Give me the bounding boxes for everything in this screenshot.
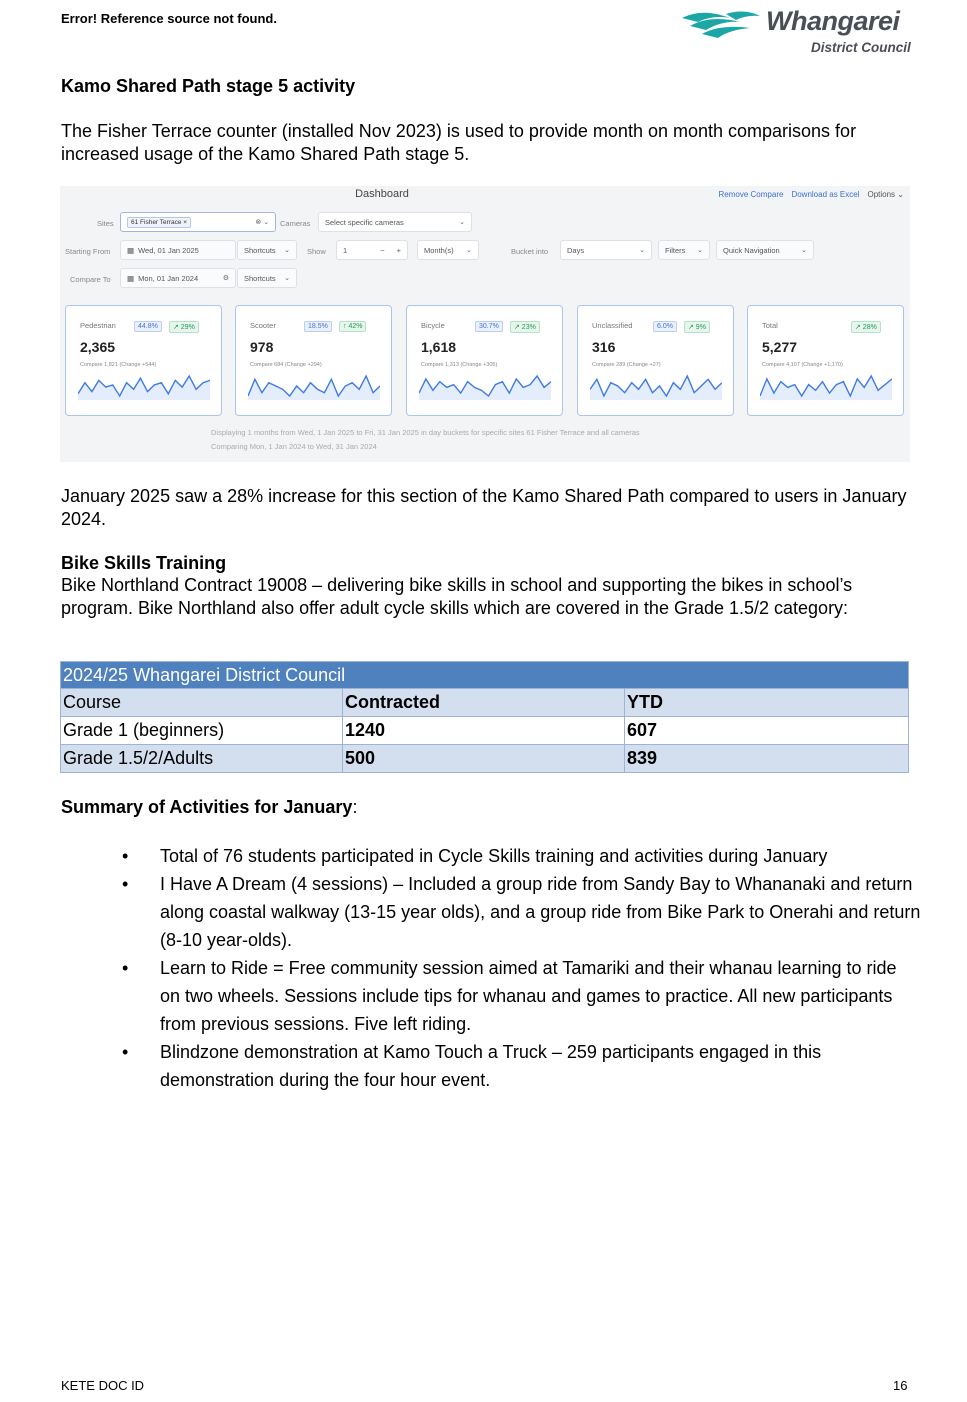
change-badge: ↗ 29% [169,321,199,333]
bike-skills-paragraph: Bike Northland Contract 19008 – delivering bike skills in school and supporting the bikes in school’s program. Bike Northland also offer adult cycle skills which are covered in the Grade 1.5/2 category: [61,575,853,618]
minus-icon[interactable]: − [380,245,385,255]
logo-subtitle: District Council [811,40,911,55]
chevron-down-icon: ⌄ [639,247,645,254]
footer-page-number: 16 [893,1378,908,1393]
sparkline [760,370,892,400]
site-chip[interactable] [127,217,191,228]
table-title: 2024/25 Whangarei District Council [61,662,909,689]
cameras-label: Cameras [280,219,311,228]
cell-contracted: 1240 [343,717,625,745]
chevron-down-icon: ⌄ [459,219,465,226]
dashboard-screenshot [60,186,910,462]
filters-label: Filters [665,245,686,255]
council-logo [680,4,920,58]
remove-compare-link[interactable]: Remove Compare [718,190,784,199]
starting-date-value: Wed, 01 Jan 2025 [138,245,199,255]
cell-contracted: 500 [343,745,625,773]
sparkline [78,370,210,400]
options-label: Options [867,190,896,199]
list-item [61,1038,921,1094]
dashboard-actions [719,190,904,199]
card-bicycle[interactable] [406,305,563,416]
close-icon[interactable]: × [183,218,188,226]
starting-date-input[interactable] [120,240,236,260]
sites-label: Sites [97,219,114,228]
share-badge: 6.0% [653,321,677,332]
header-contracted: Contracted [343,689,625,717]
card-unclassified[interactable] [577,305,734,416]
card-total[interactable] [747,305,904,416]
training-table [60,661,909,773]
card-compare: Compare 289 (Change +27) [592,362,661,368]
card-label: Scooter [250,321,276,330]
clear-icon[interactable]: ⊗ ⌄ [255,219,269,226]
period-value: Month(s) [424,245,454,255]
logo-wordmark: Whangarei [766,6,900,36]
bucket-label: Bucket into [511,247,549,256]
card-label: Bicycle [421,321,445,330]
card-value: 978 [250,339,274,355]
calendar-icon: ▦ [127,245,135,255]
card-pedestrian[interactable] [65,305,222,416]
starting-shortcuts[interactable] [237,240,297,260]
chevron-down-icon: ⌄ [466,247,472,254]
bucket-select[interactable] [560,240,652,260]
summary-colon: : [352,797,358,817]
card-compare: Compare 1,313 (Change +305) [421,362,498,368]
list-item [61,870,921,954]
table-header-row [61,689,909,717]
summary-list [61,842,921,1094]
sparkline [248,370,380,400]
chevron-down-icon: ⌄ [284,247,290,254]
list-item-text: I Have A Dream (4 sessions) – Included a group ride from Sandy Bay to Whananaki and return along coastal walkway (13-15 year olds), and a group ride from Bike Park to Onerahi and return (8-10 year-olds). [160,874,921,950]
list-item [61,842,921,870]
share-badge: 30.7% [475,321,503,332]
starting-from-label: Starting From [65,247,111,256]
show-label: Show [307,247,326,256]
cameras-select[interactable] [318,212,472,232]
cell-ytd: 839 [625,745,909,773]
card-label: Pedestrian [80,321,116,330]
plus-icon[interactable]: + [396,245,401,255]
site-chip-label: 61 Fisher Terrace [131,218,182,226]
card-value: 1,618 [421,339,457,355]
show-value: 1 [343,245,348,255]
card-compare: Compare 4,107 (Change +1,170) [762,362,843,368]
dashboard-footer-compare: Comparing Mon, 1 Jan 2024 to Wed, 31 Jan 2024 [211,442,377,451]
bullet-icon: • [122,846,129,866]
shortcuts-label: Shortcuts [244,245,276,255]
card-scooter[interactable] [235,305,392,416]
change-badge: ↗ 9% [684,321,710,333]
footer-doc-id: KETE DOC ID [61,1378,145,1393]
sparkline-area [78,376,210,400]
header-ytd: YTD [625,689,909,717]
summary-heading-text: Summary of Activities for January [61,797,353,817]
list-item-text: Blindzone demonstration at Kamo Touch a Truck – 259 participants engaged in this demonstration during the four hour event. [160,1042,822,1090]
change-badge: ↗ 28% [851,321,881,333]
download-excel-link[interactable]: Download as Excel [791,190,860,199]
table-row [61,745,909,773]
share-badge: 18.5% [304,321,332,332]
change-badge: ↑ 42% [339,321,366,332]
card-compare: Compare 1,821 (Change +544) [80,362,157,368]
table-title-row [61,662,909,689]
result-paragraph: January 2025 saw a 28% increase for this section of the Kamo Shared Path compared to users in January 2024. [61,486,907,529]
cell-course: Grade 1.5/2/Adults [61,745,343,773]
bucket-value: Days [567,245,585,255]
chevron-down-icon: ⌄ [897,190,904,199]
header-error-text: Error! Reference source not found. [61,11,277,26]
bullet-icon: • [122,874,129,894]
card-value: 316 [592,339,616,355]
sparkline [590,370,722,400]
table-row [61,717,909,745]
summary-heading [61,797,357,818]
cameras-placeholder: Select specific cameras [325,217,404,227]
compare-shortcuts[interactable] [237,268,297,288]
calendar-icon: ▦ [127,273,135,283]
cell-ytd: 607 [625,717,909,745]
compare-date-value: Mon, 01 Jan 2024 [138,273,199,283]
section-heading-bike-skills: Bike Skills Training [61,553,227,573]
quick-navigation-button[interactable] [716,240,814,260]
list-item-text: Total of 76 students participated in Cycle Skills training and activities during January [160,846,828,866]
card-value: 2,365 [80,339,116,355]
compare-date-input[interactable] [120,268,236,288]
intro-paragraph: The Fisher Terrace counter (installed Nov 2023) is used to provide month on month comparisons for increased usage of the Kamo Shared Path stage 5. [61,121,857,164]
sparkline [419,370,551,400]
header-course: Course [61,689,343,717]
options-menu[interactable] [867,190,904,199]
sites-select[interactable] [120,212,276,232]
card-label: Unclassified [592,321,633,330]
show-stepper[interactable] [336,240,408,260]
chevron-down-icon: ⌄ [284,275,290,282]
list-item-text: Learn to Ride = Free community session aimed at Tamariki and their whanau learning to ride on two wheels. Sessions include tips for whanau and games to practice. All new participants from previous sessions. Five left riding. [160,958,897,1034]
dashboard-title: Dashboard [355,188,409,200]
card-value: 5,277 [762,339,798,355]
bullet-icon: • [122,1042,129,1062]
wave-logo-icon [680,8,766,48]
period-select[interactable] [417,240,479,260]
section-heading-kamo: Kamo Shared Path stage 5 activity [61,76,356,96]
share-badge: 44.8% [134,321,162,332]
compare-to-label: Compare To [70,275,111,284]
bullet-icon: • [122,958,129,978]
card-compare: Compare 684 (Change +294) [250,362,322,368]
cell-course: Grade 1 (beginners) [61,717,343,745]
change-badge: ↗ 23% [510,321,540,333]
compare-shortcuts-label: Shortcuts [244,273,276,283]
chevron-down-icon: ⌄ [801,247,807,254]
gear-icon[interactable]: ⚙ [222,275,229,282]
quick-nav-label: Quick Navigation [723,245,780,255]
list-item [61,954,921,1038]
chevron-down-icon: ⌄ [697,247,703,254]
card-label: Total [762,321,778,330]
dashboard-footer-display: Displaying 1 months from Wed, 1 Jan 2025 to Fri, 31 Jan 2025 in day buckets for specific sites 61 Fisher Terrace and all cameras [211,428,640,437]
sparkline-area [419,376,551,400]
sparkline-area [590,376,722,400]
filters-button[interactable] [658,240,710,260]
